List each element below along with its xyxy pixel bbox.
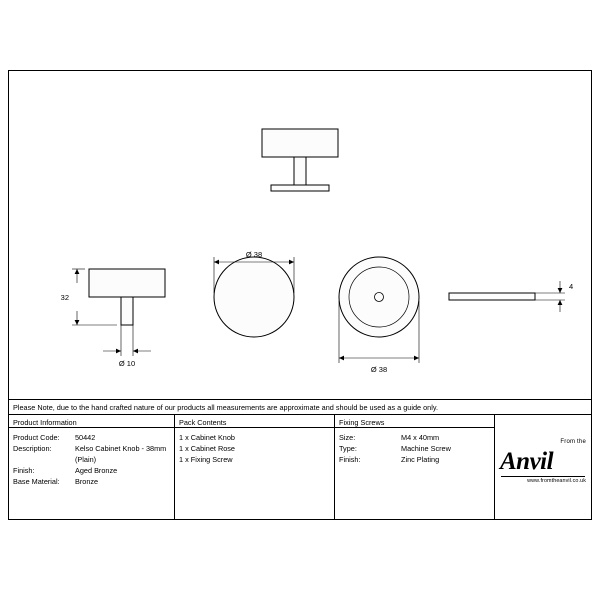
pack-contents-column [175, 415, 335, 519]
dim-rose-thickness-label: 4 [569, 282, 574, 291]
screw-type-value: Machine Screw [401, 444, 451, 453]
finish-label: Finish: [13, 466, 35, 475]
list-item: 1 x Cabinet Knob [179, 433, 235, 442]
description-label: Description: [13, 444, 52, 453]
table-row [13, 432, 174, 443]
logo-top-text: From the [560, 439, 586, 445]
table-row [339, 432, 494, 443]
fixing-screws-body [335, 428, 494, 465]
description-value-continued: (Plain) [75, 455, 97, 464]
finish-value: Aged Bronze [75, 466, 118, 475]
product-code-value: 50442 [75, 433, 96, 442]
screw-type-label: Type: [339, 444, 357, 453]
logo-divider [501, 476, 585, 477]
screw-finish-value: Zinc Plating [401, 455, 440, 464]
list-item: 1 x Cabinet Rose [179, 444, 235, 453]
logo-column [495, 415, 591, 519]
fixing-screws-heading: Fixing Screws [335, 415, 494, 428]
table-row [13, 454, 174, 465]
product-information-body [9, 428, 174, 487]
fixing-screws-column [335, 415, 495, 519]
view-rose-plan [339, 257, 419, 374]
table-row [13, 465, 174, 476]
dim-height-label: 32 [60, 293, 69, 302]
view-side-elevation [61, 269, 165, 368]
base-material-label: Base Material: [13, 477, 60, 486]
screw-finish-label: Finish: [339, 455, 361, 464]
view-rose-edge [449, 281, 573, 312]
logo-url-text: www.fromtheanvil.co.uk [527, 478, 586, 484]
table-row [13, 443, 174, 454]
screw-size-value: M4 x 40mm [401, 433, 440, 442]
dim-knob-diameter-label: Ø 38 [245, 250, 263, 259]
screw-size-label: Size: [339, 433, 356, 442]
technical-drawing-sheet [8, 70, 592, 520]
base-material-value: Bronze [75, 477, 99, 486]
table-row [339, 443, 494, 454]
description-value: Kelso Cabinet Knob - 38mm [75, 444, 167, 453]
measurement-note: Please Note, due to the hand crafted nature of our products all measurements are approximate and should be used as a guide only. [9, 399, 591, 415]
pack-contents-body [175, 428, 334, 465]
table-row [13, 476, 174, 487]
logo-brand-text: Anvil [500, 448, 554, 475]
view-knob-plan [214, 250, 294, 337]
drawing-svg [9, 71, 591, 399]
product-information-column [9, 415, 175, 519]
info-table [9, 415, 591, 519]
pack-contents-heading: Pack Contents [175, 415, 334, 428]
view-top-elevation [262, 129, 338, 191]
list-item: 1 x Fixing Screw [179, 455, 233, 464]
product-code-label: Product Code: [13, 433, 60, 442]
table-row [339, 454, 494, 465]
drawing-area [9, 71, 591, 399]
product-information-heading: Product Information [9, 415, 174, 428]
brand-logo [495, 415, 591, 519]
dim-stem-diameter-label: Ø 10 [118, 359, 136, 368]
dim-rose-diameter-label: Ø 38 [370, 365, 388, 374]
